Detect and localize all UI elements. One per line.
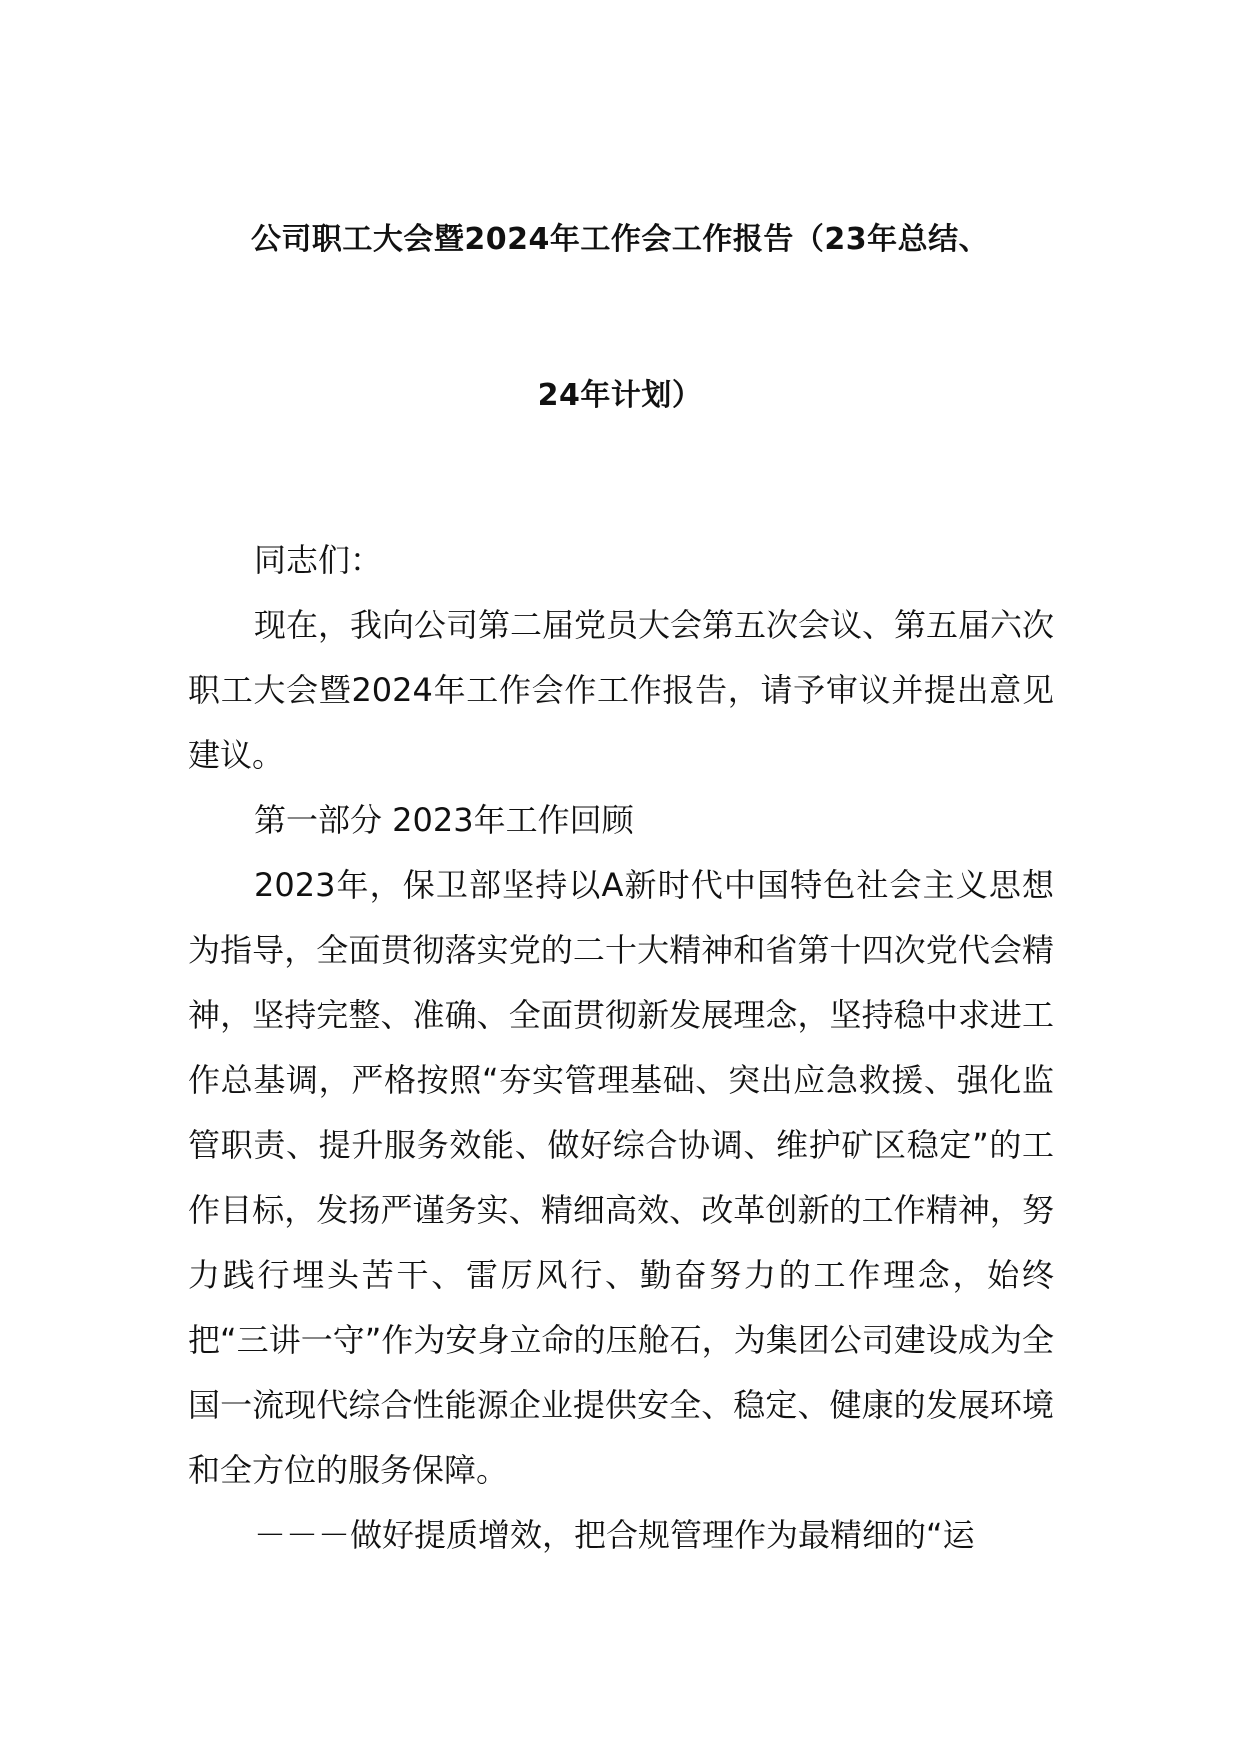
section-heading: 第一部分 2023年工作回顾 [254, 801, 634, 839]
document-body [188, 528, 1054, 1568]
intro-paragraph: 现在，我向公司第二届党员大会第五次会议、第五届六次职工大会暨2024年工作会作工作报告，请予审议并提出意见建议。 [188, 606, 1055, 774]
document-title-line-2: 24年计划） [537, 378, 703, 413]
document-title-line-1: 公司职工大会暨2024年工作会工作报告（23年总结、 [250, 222, 990, 257]
section-paragraph: 2023年，保卫部坚持以A新时代中国特色社会主义思想为指导，全面贯彻落实党的二十大精神和省第十四次党代会精神，坚持完整、准确、全面贯彻新发展理念，坚持稳中求进工作总基调，严格按照“夯实管理基础、突出应急救援、强化监管职责、提升服务效能、做好综合协调、维护矿区稳定”的工作目标，发扬严谨务实、精细高效、改革创新的工作精神，努力践行埋头苦干、雷厉风行、勤奋努力的工作理念，始终把“三讲一守”作为安身立命的压舱石，为集团公司建设成为全国一流现代综合性能源企业提供安全、稳定、健康的发展环境和全方位的服务保障。 [188, 866, 1054, 1489]
salutation: 同志们： [254, 541, 383, 579]
dash-list-item: －－－做好提质增效，把合规管理作为最精细的“运 [254, 1516, 975, 1554]
